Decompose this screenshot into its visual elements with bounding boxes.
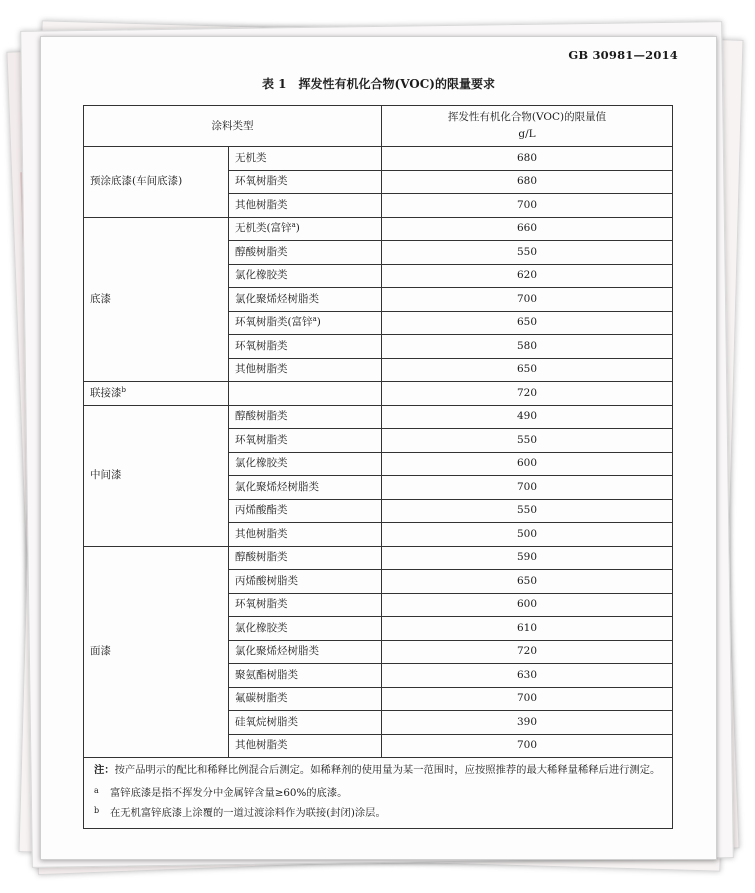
footnote-a-marker: a xyxy=(291,221,296,230)
footnote-a xyxy=(94,782,662,802)
table-row xyxy=(84,546,673,570)
category-topcoat: 面漆 xyxy=(84,546,229,758)
category-intermediate: 中间漆 xyxy=(84,405,229,546)
subtype-cell: 氯化橡胶类 xyxy=(229,617,382,641)
standard-number: GB 30981—2014 xyxy=(568,48,678,62)
value-cell: 600 xyxy=(382,452,673,476)
subtype-cell: 其他树脂类 xyxy=(229,523,382,547)
footnote-b xyxy=(94,802,662,822)
subtype-cell: 醇酸树脂类 xyxy=(229,241,382,265)
subtype-cell: 氯化橡胶类 xyxy=(229,264,382,288)
subtype-cell: 氯化聚烯烃树脂类 xyxy=(229,288,382,312)
table-header-row xyxy=(84,106,673,147)
subtype-cell: 无机类 xyxy=(229,147,382,171)
footnote-b-mark: b xyxy=(94,806,100,815)
header-unit: g/L xyxy=(518,128,536,140)
subtype-cell: 醇酸树脂类 xyxy=(229,546,382,570)
subtype-cell: 丙烯酸树脂类 xyxy=(229,570,382,594)
table-row xyxy=(84,147,673,171)
header-voc-limit-label: 挥发性有机化合物(VOC)的限量值 xyxy=(447,111,607,123)
notes-row xyxy=(84,758,673,829)
value-cell: 590 xyxy=(382,546,673,570)
value-cell: 700 xyxy=(382,288,673,312)
header-coating-type: 涂料类型 xyxy=(84,106,382,147)
table-row xyxy=(84,217,673,241)
subtype-cell xyxy=(229,217,382,241)
subtype-cell: 环氧树脂类 xyxy=(229,593,382,617)
category-tie-coat xyxy=(84,382,229,406)
subtype-cell: 丙烯酸酯类 xyxy=(229,499,382,523)
table-title: 表 1 挥发性有机化合物(VOC)的限量要求 xyxy=(262,77,495,91)
value-cell: 720 xyxy=(382,382,673,406)
subtype-cell: 硅氧烷树脂类 xyxy=(229,711,382,735)
subtype-cell: 聚氨酯树脂类 xyxy=(229,664,382,688)
subtype-cell: 其他树脂类 xyxy=(229,734,382,758)
value-cell: 650 xyxy=(382,358,673,382)
category-text: 联接漆 xyxy=(90,386,122,399)
footnote-b-marker: b xyxy=(121,385,126,394)
header-voc-limit xyxy=(382,106,673,147)
subtype-cell: 氯化聚烯烃树脂类 xyxy=(229,476,382,500)
value-cell: 630 xyxy=(382,664,673,688)
value-cell: 600 xyxy=(382,593,673,617)
value-cell: 620 xyxy=(382,264,673,288)
value-cell: 580 xyxy=(382,335,673,359)
subtype-cell: 环氧树脂类 xyxy=(229,429,382,453)
value-cell: 660 xyxy=(382,217,673,241)
subtype-cell: 氯化聚烯烃树脂类 xyxy=(229,640,382,664)
document-page xyxy=(40,36,717,860)
value-cell: 700 xyxy=(382,687,673,711)
value-cell: 720 xyxy=(382,640,673,664)
value-cell: 700 xyxy=(382,194,673,218)
note-text: 按产品明示的配比和稀释比例混合后测定。如稀释剂的使用量为某一范围时，应按照推荐的最大稀释量稀释后进行测定。 xyxy=(114,764,661,776)
value-cell: 550 xyxy=(382,241,673,265)
voc-limit-table xyxy=(83,105,673,829)
subtype-cell: 氯化橡胶类 xyxy=(229,452,382,476)
footnote-a-text: 富锌底漆是指不挥发分中金属锌含量≥60%的底漆。 xyxy=(110,787,348,799)
notes-cell xyxy=(84,758,673,829)
subtype-cell: 环氧树脂类 xyxy=(229,335,382,359)
footnote-b-text: 在无机富锌底漆上涂覆的一道过渡涂料作为联接(封闭)涂层。 xyxy=(110,807,386,819)
category-primer: 底漆 xyxy=(84,217,229,382)
subtype-text: 无机类(富锌 xyxy=(235,222,292,235)
subtype-cell: 环氧树脂类 xyxy=(229,170,382,194)
value-cell: 650 xyxy=(382,570,673,594)
value-cell: 550 xyxy=(382,429,673,453)
subtype-cell: 氟碳树脂类 xyxy=(229,687,382,711)
value-cell: 680 xyxy=(382,147,673,171)
value-cell: 700 xyxy=(382,734,673,758)
value-cell: 680 xyxy=(382,170,673,194)
footnote-a-marker: a xyxy=(312,315,317,324)
value-cell: 500 xyxy=(382,523,673,547)
footnote-a-mark: a xyxy=(94,786,99,795)
subtype-text: 环氧树脂类(富锌 xyxy=(235,316,313,329)
note-main xyxy=(94,762,662,778)
table-row xyxy=(84,382,673,406)
category-pre-primer: 预涂底漆(车间底漆) xyxy=(84,147,229,218)
value-cell: 610 xyxy=(382,617,673,641)
value-cell: 550 xyxy=(382,499,673,523)
subtype-cell xyxy=(229,311,382,335)
value-cell: 490 xyxy=(382,405,673,429)
subtype-cell: 其他树脂类 xyxy=(229,194,382,218)
subtype-cell: 醇酸树脂类 xyxy=(229,405,382,429)
subtype-cell: 其他树脂类 xyxy=(229,358,382,382)
table-row xyxy=(84,405,673,429)
close-paren: ) xyxy=(316,316,321,329)
subtype-cell-empty xyxy=(229,382,382,406)
value-cell: 390 xyxy=(382,711,673,735)
value-cell: 650 xyxy=(382,311,673,335)
close-paren: ) xyxy=(295,222,300,235)
value-cell: 700 xyxy=(382,476,673,500)
note-label: 注： xyxy=(94,764,115,776)
